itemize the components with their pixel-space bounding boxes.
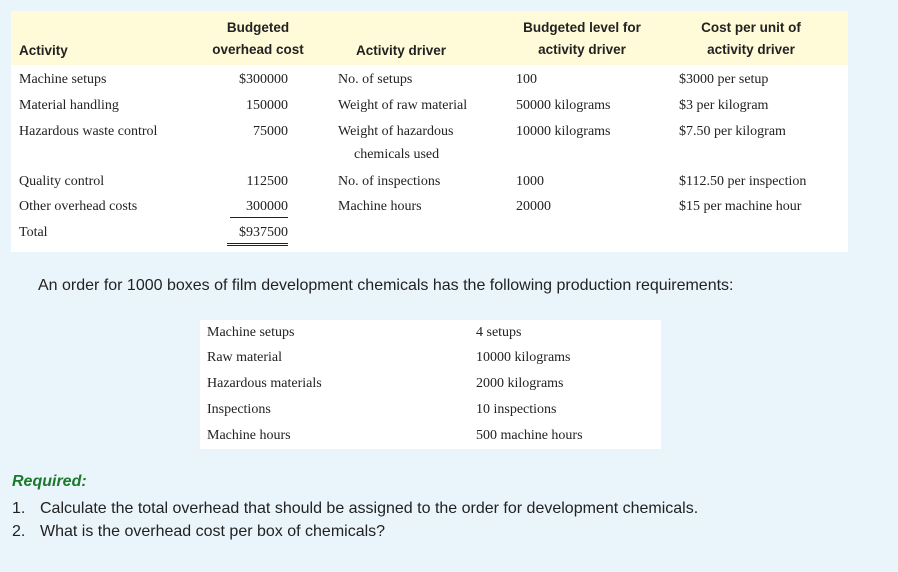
table-cell-rate: $7.50 per kilogram: [679, 124, 786, 139]
table-cell-driver-continued: chemicals used: [354, 147, 440, 162]
question-1: [12, 498, 698, 520]
requirement-value: 4 setups: [476, 325, 522, 340]
table-header: [11, 11, 848, 65]
table-cell-activity: Hazardous waste control: [19, 124, 158, 139]
requirement-item: Machine hours: [207, 428, 291, 443]
requirement-item: Machine setups: [207, 325, 295, 340]
required-label: Required:: [12, 473, 87, 490]
header-budgeted-cost-line1: Budgeted: [226, 20, 290, 35]
question-text: What is the overhead cost per box of chemicals?: [40, 523, 386, 540]
header-cost-per-unit-line2: activity driver: [707, 42, 795, 57]
requirement-item: Raw material: [207, 350, 283, 365]
header-budgeted-level-line1: Budgeted level for: [523, 20, 641, 35]
requirement-item: Inspections: [207, 402, 271, 417]
table-cell-cost: 75000: [253, 124, 288, 139]
header-budgeted-cost: [195, 17, 321, 61]
table-cell-level: 100: [516, 72, 537, 87]
activity-cost-table: [11, 11, 848, 252]
requirement-value: 10 inspections: [476, 402, 557, 417]
requirement-item: Hazardous materials: [207, 376, 322, 391]
table-cell-cost: 150000: [246, 98, 288, 113]
table-cell-activity: Other overhead costs: [19, 199, 138, 214]
question-text: Calculate the total overhead that should be assigned to the order for development chemicals.: [40, 500, 699, 517]
table-cell-cost: $300000: [239, 72, 288, 87]
table-cell-driver: Weight of raw material: [338, 98, 468, 113]
header-cost-per-unit-line1: Cost per unit of: [701, 20, 801, 35]
table-cell-activity: Total: [19, 225, 48, 240]
table-cell-level: 50000 kilograms: [516, 98, 611, 113]
question-number: 1.: [12, 500, 26, 517]
header-budgeted-level-line2: activity driver: [538, 42, 626, 57]
table-cell-cost: 300000: [230, 197, 288, 218]
header-cost-per-unit: [671, 17, 831, 61]
production-requirements-table: [200, 320, 661, 449]
header-activity-driver: Activity driver: [355, 43, 447, 58]
table-cell-cost: 112500: [246, 174, 288, 189]
table-cell-total-cost: $937500: [227, 223, 288, 246]
table-cell-driver: No. of inspections: [338, 174, 441, 189]
order-description: An order for 1000 boxes of film development chemicals has the following production requirements:: [38, 277, 734, 294]
table-cell-rate: $3000 per setup: [679, 72, 769, 87]
table-cell-driver: Machine hours: [338, 199, 422, 214]
table-cell-rate: $112.50 per inspection: [679, 174, 807, 189]
table-cell-level: 20000: [516, 199, 551, 214]
table-cell-activity: Material handling: [19, 98, 119, 113]
header-activity: Activity: [19, 43, 68, 58]
table-cell-driver: No. of setups: [338, 72, 413, 87]
header-budgeted-cost-line2: overhead cost: [212, 42, 304, 57]
table-cell-rate: $15 per machine hour: [679, 199, 802, 214]
requirement-value: 10000 kilograms: [476, 350, 571, 365]
question-2: [12, 521, 385, 543]
table-cell-driver: Weight of hazardous: [338, 124, 454, 139]
table-cell-rate: $3 per kilogram: [679, 98, 769, 113]
requirement-value: 500 machine hours: [476, 428, 583, 443]
table-cell-activity: Machine setups: [19, 72, 107, 87]
table-cell-level: 1000: [516, 174, 544, 189]
table-cell-activity: Quality control: [19, 174, 105, 189]
question-number: 2.: [12, 523, 26, 540]
header-budgeted-level: [502, 17, 662, 61]
table-cell-level: 10000 kilograms: [516, 124, 611, 139]
requirement-value: 2000 kilograms: [476, 376, 564, 391]
